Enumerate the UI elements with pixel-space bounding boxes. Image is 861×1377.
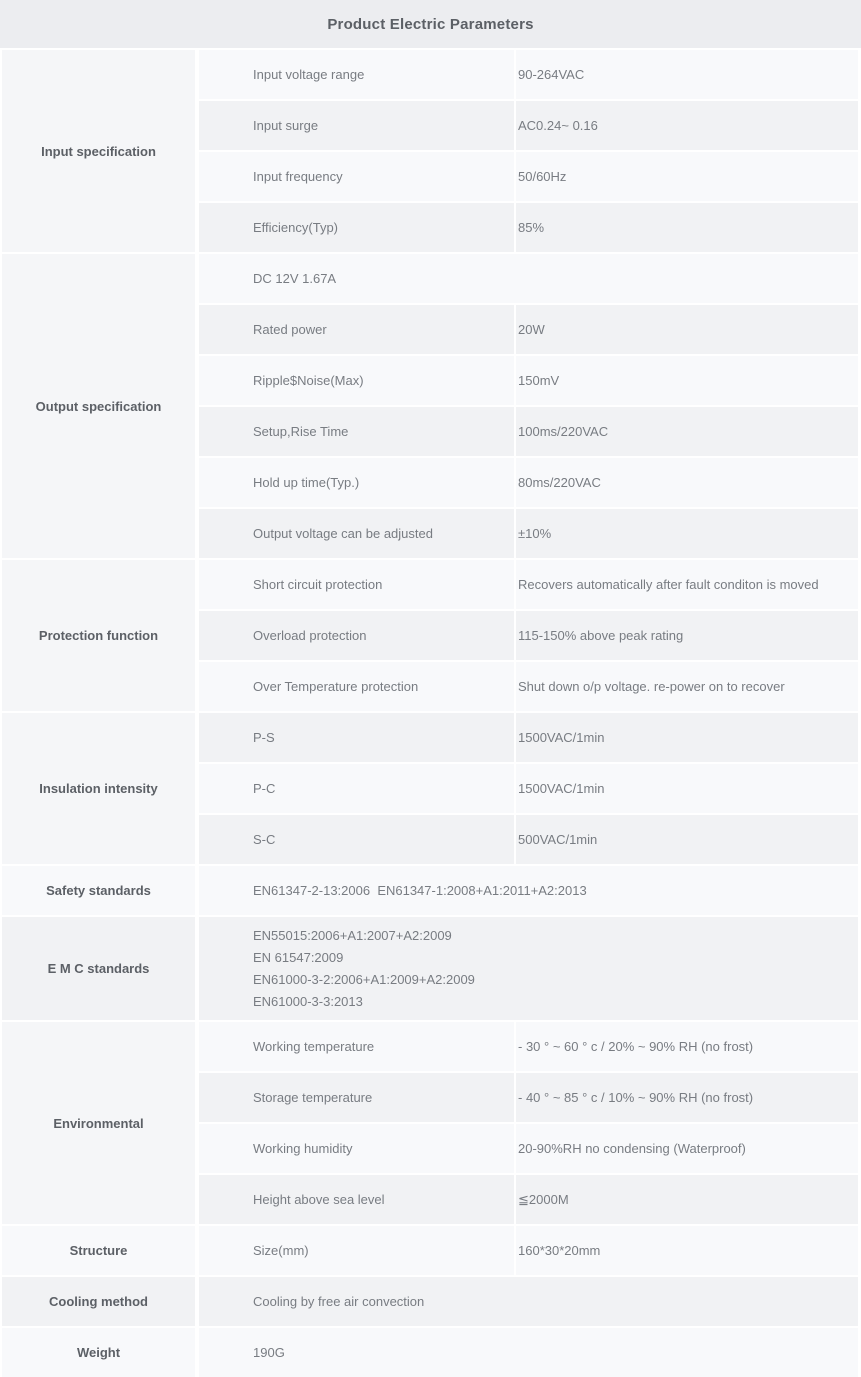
spec-table — [0, 48, 861, 1377]
spec-row — [199, 407, 858, 456]
spec-row — [199, 203, 858, 252]
section-label: Safety standards — [46, 883, 151, 898]
spec-name: Overload protection — [199, 611, 514, 660]
spec-section — [2, 1277, 858, 1326]
spec-section — [2, 1328, 858, 1377]
section-label-cell — [2, 866, 195, 915]
standard-line: EN55015:2006+A1:2007+A2:2009 — [253, 927, 452, 943]
spec-value: ≦2000M — [516, 1175, 858, 1224]
spec-value: 150mV — [516, 356, 858, 405]
section-rows — [199, 1277, 858, 1326]
section-rows — [199, 1328, 858, 1377]
section-rows — [199, 1022, 858, 1224]
spec-row — [199, 1124, 858, 1173]
section-rows — [199, 50, 858, 252]
spec-name: Size(mm) — [199, 1226, 514, 1275]
spec-value: 160*30*20mm — [516, 1226, 858, 1275]
spec-value: 500VAC/1min — [516, 815, 858, 864]
spec-row — [199, 254, 858, 303]
section-rows — [199, 866, 858, 915]
section-label-cell — [2, 1226, 195, 1275]
spec-row — [199, 509, 858, 558]
spec-value: 100ms/220VAC — [516, 407, 858, 456]
spec-section — [2, 866, 858, 915]
spec-value: 115-150% above peak rating — [516, 611, 858, 660]
spec-name: Rated power — [199, 305, 514, 354]
section-rows — [199, 254, 858, 558]
section-label-cell — [2, 1022, 195, 1224]
spec-row — [199, 866, 858, 915]
spec-name: 190G — [199, 1328, 858, 1377]
spec-row — [199, 764, 858, 813]
spec-value: Recovers automatically after fault conditon is moved — [516, 560, 858, 609]
spec-row — [199, 1022, 858, 1071]
spec-row — [199, 713, 858, 762]
spec-row — [199, 815, 858, 864]
spec-name: Ripple$Noise(Max) — [199, 356, 514, 405]
section-rows — [199, 560, 858, 711]
spec-name: Cooling by free air convection — [199, 1277, 858, 1326]
spec-value: 80ms/220VAC — [516, 458, 858, 507]
spec-standards-cell — [199, 917, 858, 1020]
spec-row — [199, 560, 858, 609]
section-label: Weight — [76, 1345, 121, 1360]
spec-row — [199, 1277, 858, 1326]
table-header — [0, 0, 861, 48]
spec-name: Input voltage range — [199, 50, 514, 99]
spec-name: Over Temperature protection — [199, 662, 514, 711]
spec-name: EN61347-2-13:2006 EN61347-1:2008+A1:2011+A2:2013 — [199, 866, 858, 915]
section-label: Environmental — [53, 1115, 144, 1131]
spec-row — [199, 152, 858, 201]
spec-name: Working humidity — [199, 1124, 514, 1173]
spec-name: Working temperature — [199, 1022, 514, 1071]
spec-name: Hold up time(Typ.) — [199, 458, 514, 507]
section-label-cell — [2, 917, 195, 1020]
spec-section — [2, 713, 858, 864]
spec-value: ±10% — [516, 509, 858, 558]
section-rows — [199, 713, 858, 864]
spec-value: 1500VAC/1min — [516, 713, 858, 762]
spec-section — [2, 1022, 858, 1224]
section-label: Structure — [69, 1243, 128, 1258]
spec-name: P-S — [199, 713, 514, 762]
spec-row — [199, 356, 858, 405]
spec-row — [199, 458, 858, 507]
spec-name: S-C — [199, 815, 514, 864]
section-label: Cooling method — [49, 1294, 148, 1309]
spec-name: Input surge — [199, 101, 514, 150]
spec-row — [199, 305, 858, 354]
spec-value: - 40 ° ~ 85 ° c / 10% ~ 90% RH (no frost) — [516, 1073, 858, 1122]
spec-name: Storage temperature — [199, 1073, 514, 1122]
spec-name: P-C — [199, 764, 514, 813]
spec-value: 20-90%RH no condensing (Waterproof) — [516, 1124, 858, 1173]
spec-value: 85% — [516, 203, 858, 252]
spec-section — [2, 560, 858, 711]
section-label: Output specification — [35, 398, 162, 414]
section-label: Protection function — [38, 628, 159, 643]
spec-value: 90-264VAC — [516, 50, 858, 99]
section-label-cell — [2, 713, 195, 864]
spec-value: 50/60Hz — [516, 152, 858, 201]
spec-section — [2, 917, 858, 1020]
spec-row — [199, 50, 858, 99]
section-label: Input specification — [41, 143, 156, 159]
spec-section — [2, 50, 858, 252]
spec-row — [199, 1175, 858, 1224]
spec-value: 1500VAC/1min — [516, 764, 858, 813]
standard-line: EN61000-3-3:2013 — [253, 993, 363, 1009]
section-label-cell — [2, 560, 195, 711]
section-label: Insulation intensity — [39, 781, 158, 796]
spec-value: AC0.24~ 0.16 — [516, 101, 858, 150]
spec-section — [2, 1226, 858, 1275]
spec-row — [199, 662, 858, 711]
section-label: E M C standards — [47, 961, 150, 976]
spec-value: Shut down o/p voltage. re-power on to recover — [516, 662, 858, 711]
spec-row — [199, 1073, 858, 1122]
standards-lines — [253, 925, 475, 1013]
spec-row — [199, 611, 858, 660]
spec-name: Output voltage can be adjusted — [199, 509, 514, 558]
section-rows — [199, 1226, 858, 1275]
spec-value: - 30 ° ~ 60 ° c / 20% ~ 90% RH (no frost) — [516, 1022, 858, 1071]
spec-value: 20W — [516, 305, 858, 354]
spec-name: DC 12V 1.67A — [199, 254, 858, 303]
spec-name: Input frequency — [199, 152, 514, 201]
spec-row — [199, 101, 858, 150]
section-label-cell — [2, 254, 195, 558]
section-label-cell — [2, 1328, 195, 1377]
section-label-cell — [2, 50, 195, 252]
page-title: Product Electric Parameters — [327, 15, 534, 33]
standard-line: EN 61547:2009 — [253, 949, 344, 965]
spec-name: Setup,Rise Time — [199, 407, 514, 456]
spec-name: Height above sea level — [199, 1175, 514, 1224]
section-label-cell — [2, 1277, 195, 1326]
spec-row — [199, 917, 858, 1020]
spec-name: Short circuit protection — [199, 560, 514, 609]
spec-name: Efficiency(Typ) — [199, 203, 514, 252]
spec-row — [199, 1226, 858, 1275]
spec-row — [199, 1328, 858, 1377]
spec-section — [2, 254, 858, 558]
standard-line: EN61000-3-2:2006+A1:2009+A2:2009 — [253, 971, 475, 987]
section-rows — [199, 917, 858, 1020]
